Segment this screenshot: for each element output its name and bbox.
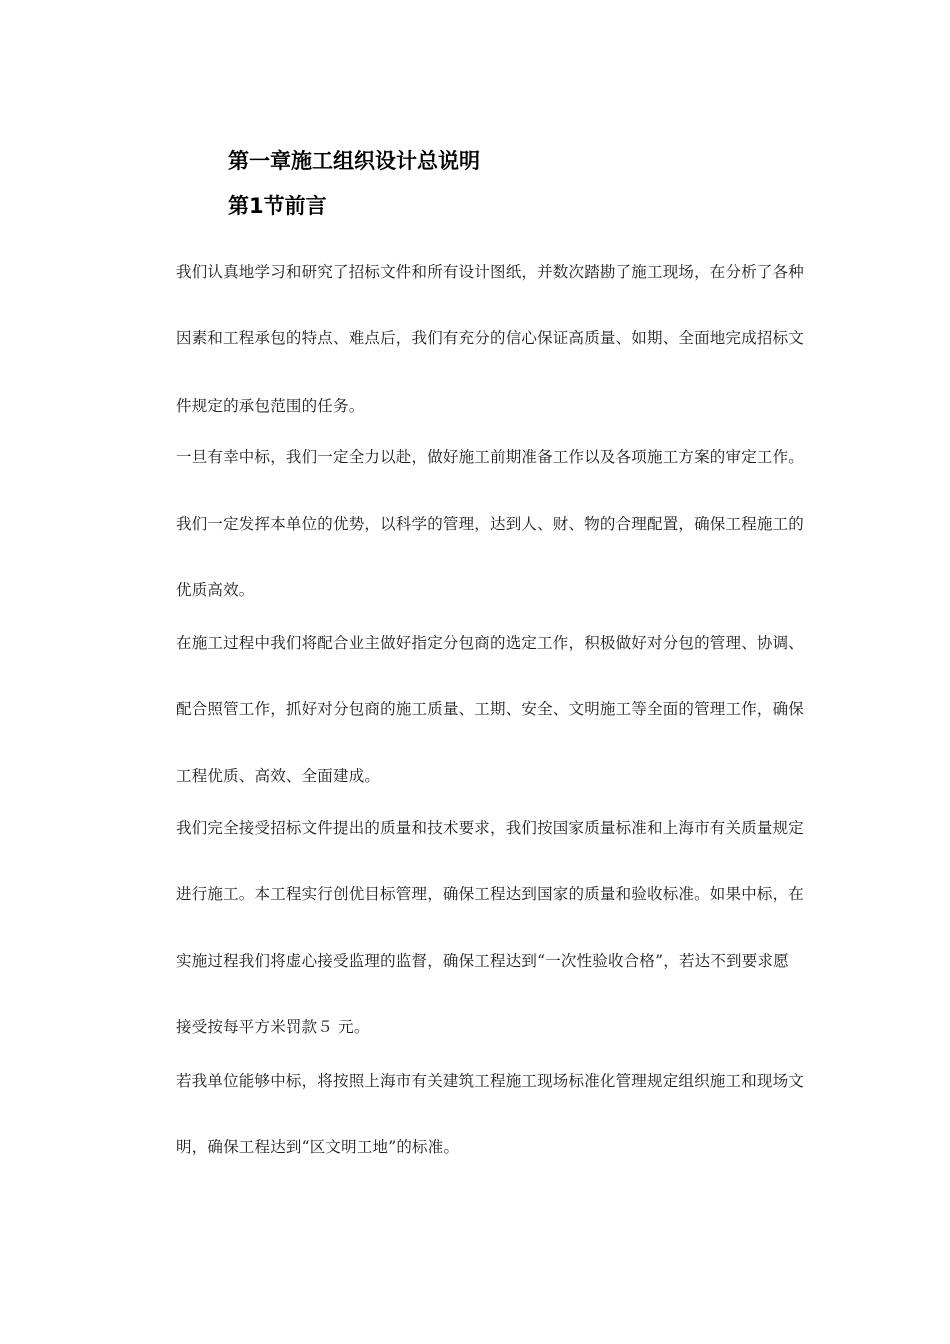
section-title: 第1节前言 (228, 194, 327, 218)
paragraph-5-line-1: 若我单位能够中标，将按照上海市有关建筑工程施工现场标准化管理规定组织施工和现场文 (176, 1072, 805, 1090)
paragraph-2-line-2: 我们一定发挥本单位的优势，以科学的管理，达到人、财、物的合理配置，确保工程施工的 (176, 515, 805, 533)
paragraph-3-line-3: 工程优质、高效、全面建成。 (176, 767, 381, 785)
paragraph-3-line-2: 配合照管工作，抓好对分包商的施工质量、工期、安全、文明施工等全面的管理工作，确保 (176, 700, 805, 718)
paragraph-1-line-1: 我们认真地学习和研究了招标文件和所有设计图纸，并数次踏勘了施工现场，在分析了各种 (176, 263, 805, 281)
paragraph-4-line-3: 实施过程我们将虚心接受监理的监督，确保工程达到“一次性验收合格”，若达不到要求愿 (176, 952, 789, 970)
paragraph-2-line-3: 优质高效。 (176, 581, 255, 599)
paragraph-1-line-2: 因素和工程承包的特点、难点后，我们有充分的信心保证高质量、如期、全面地完成招标文 (176, 329, 805, 347)
paragraph-1-line-3: 件规定的承包范围的任务。 (176, 397, 365, 415)
paragraph-4-line-4: 接受按每平方米罚款５ 元。 (176, 1018, 370, 1036)
paragraph-4-line-1: 我们完全接受招标文件提出的质量和技术要求，我们按国家质量标准和上海市有关质量规定 (176, 819, 805, 837)
paragraph-4-line-2: 进行施工。本工程实行创优目标管理，确保工程达到国家的质量和验收标准。如果中标，在 (176, 885, 805, 903)
paragraph-5-line-2: 明，确保工程达到“区文明工地”的标准。 (176, 1138, 460, 1156)
paragraph-2-line-1: 一旦有幸中标，我们一定全力以赴，做好施工前期准备工作以及各项施工方案的审定工作。 (176, 448, 805, 466)
paragraph-3-line-1: 在施工过程中我们将配合业主做好指定分包商的选定工作，积极做好对分包的管理、协调、 (176, 634, 805, 652)
chapter-title: 第一章施工组织设计总说明 (228, 149, 480, 173)
